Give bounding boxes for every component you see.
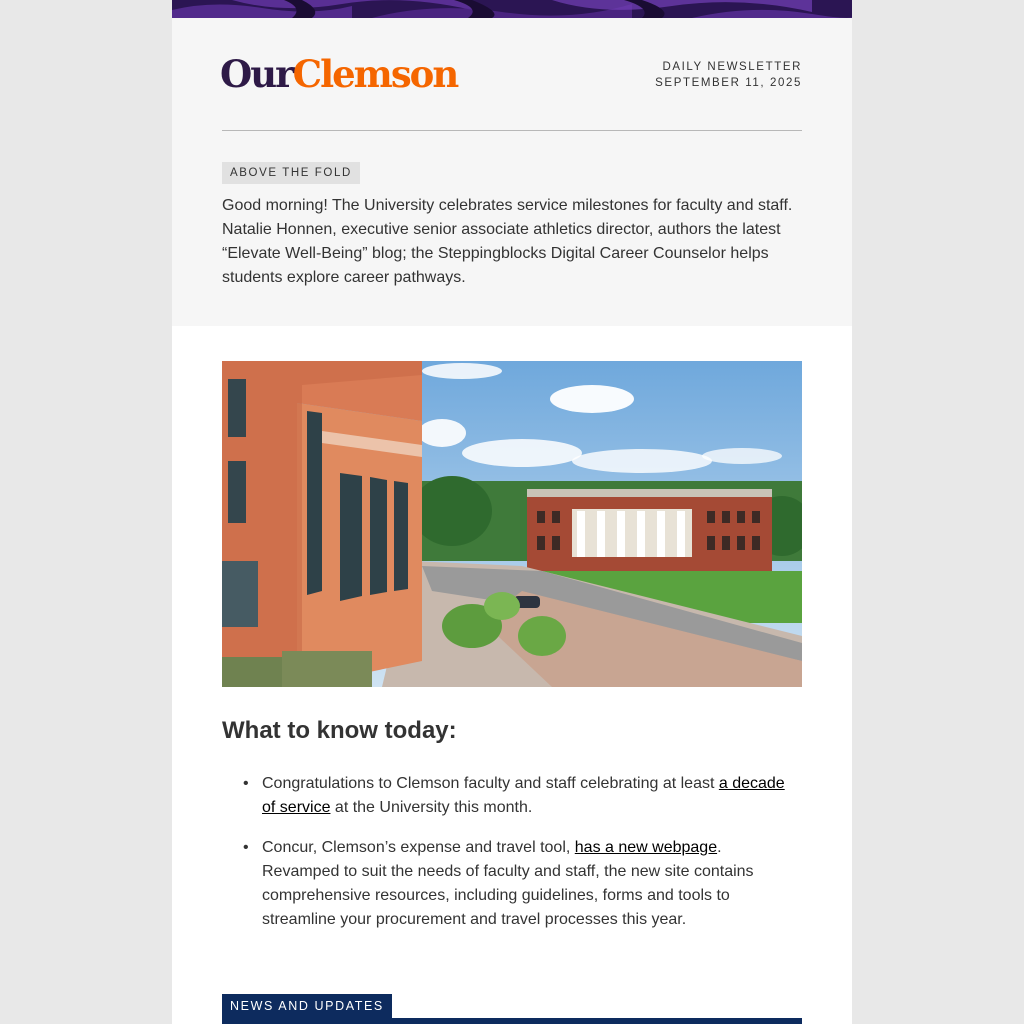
list-item: [222, 772, 802, 820]
new-webpage-link[interactable]: has a new webpage: [574, 839, 718, 856]
header-divider: [222, 130, 802, 131]
newsletter-email: [172, 0, 852, 1024]
tiger-stripe-pattern: [172, 0, 852, 18]
intro-paragraph: Good morning! The University celebrates service milestones for faculty and staff. Natalie Honnen, executive senior associate athletics director, authors the latest “Elevate Well-Being” blog; the Steppingblocks Digital Career Counselor helps students explore career pathways.: [222, 197, 793, 286]
list-item: [222, 836, 802, 932]
campus-photo-icon: [222, 361, 802, 687]
newsletter-label: DAILY NEWSLETTER: [662, 61, 802, 73]
item-text-before: Congratulations to Clemson faculty and staff celebrating at least: [262, 775, 719, 792]
hero-image[interactable]: [222, 361, 802, 687]
above-the-fold-tag: ABOVE THE FOLD: [222, 162, 360, 184]
item-text-after: . Revamped to suit the needs of faculty and staff, the new site contains comprehensive resources, including guidelines, forms and tools to streamline your procurement and travel processes this year.: [262, 839, 754, 928]
bullet-icon: •: [243, 775, 249, 792]
logo-our: Our: [220, 52, 293, 96]
header-section: [172, 18, 852, 326]
decade-of-service-link[interactable]: a decade of service: [262, 775, 785, 816]
bullet-icon: •: [243, 839, 249, 856]
top-decorative-band: [172, 0, 852, 18]
ourclemson-logo[interactable]: [220, 52, 457, 96]
logo-clemson: Clemson: [292, 52, 458, 96]
news-and-updates-tag: NEWS AND UPDATES: [222, 994, 392, 1018]
newsletter-meta: [655, 59, 802, 91]
item-text-after: at the University this month.: [330, 799, 533, 816]
newsletter-date: SEPTEMBER 11, 2025: [655, 77, 802, 89]
item-text-before: Concur, Clemson’s expense and travel tool,: [262, 839, 575, 856]
what-to-know-list: [222, 772, 802, 948]
what-to-know-heading: What to know today:: [222, 717, 457, 744]
news-section-divider: [222, 1018, 802, 1024]
